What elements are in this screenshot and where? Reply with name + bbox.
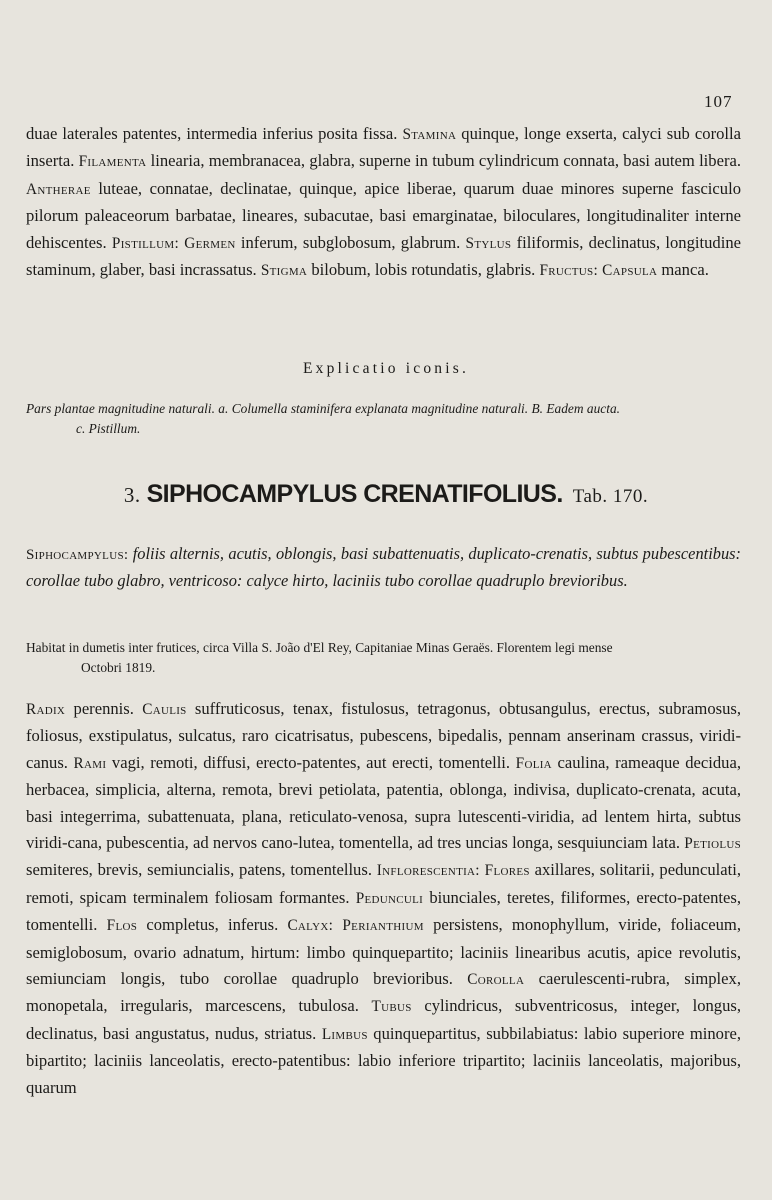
text-run: filiformis, declinatus, longitudine staminum, glaber, basi incrassatus.: [26, 232, 741, 280]
term-label: Germen: [184, 234, 236, 252]
text-run: caerulescenti-rubra, simplex, monopetala, irregularis, marcescens, tubulosa.: [26, 969, 741, 1016]
text-run: luteae, connatae, declinatae, quinque, apice liberae, quarum duae minores superne fasciculo pilorum paleaceorum barbatae, lineares, subacutae, basi emarginatae, biloculares, longitudinaliter interne dehiscentes.: [26, 178, 741, 252]
term-label: Tubus: [371, 998, 412, 1016]
text-run: perennis.: [65, 699, 143, 718]
term-label: Inflorescentia:: [376, 862, 480, 880]
term-label: Limbus: [321, 1025, 368, 1043]
species-number: 3.: [123, 483, 141, 507]
term-label: Stylus: [465, 234, 512, 252]
diagnosis-genus: Siphocampylus:: [26, 547, 129, 563]
term-label: Capsula: [602, 262, 658, 280]
text-run: bilobum, lobis rotundatis, glabris.: [307, 260, 540, 280]
species-heading: [0, 480, 772, 509]
species-diagnosis: [26, 541, 741, 594]
habitat-note: [26, 638, 741, 678]
term-label: Pedunculi: [355, 889, 424, 907]
explicatio-line-2: c. Pistillum.: [76, 421, 141, 436]
text-run: vagi, remoti, diffusi, erecto-patentes, aut erecti, tomentelli.: [106, 752, 516, 772]
text-run: axillares, solitarii, pedunculati, remoti, spicam terminalem foliosam formantes.: [26, 860, 741, 907]
text-run: suffruticosus, tenax, fistulosus, tetragonus, obtusangulus, erectus, subramosus, foliosus, exstipulatus, sulcatus, raro cicatrisatus, pubescens, bipedalis, pennam anserinam crassus, viridi-canus.: [26, 699, 741, 772]
habitat-line-1: Habitat in dumetis inter frutices, circa Villa S. João d'El Rey, Capitaniae Minas Geraës. Florentem legi mense: [26, 640, 613, 655]
explicatio-heading: Explicatio iconis.: [302, 360, 470, 377]
term-label: Stamina: [402, 126, 457, 143]
text-run: persistens, monophyllum, viride, foliaceum, semiglobosum, ovario adnatum, hirtum: limbo quinquepartito; laciniis linearibus acutis, apice revolutis, semiunciam longis, tubo corollae quadruplo brevioribus.: [26, 915, 741, 989]
term-label: Radix: [26, 701, 66, 718]
text-run: caulina, rameaque decidua, herbacea, simplicia, alterna, remota, brevi petiolata, patentia, oblonga, indivisa, duplicato-crenata, acuta, basi integerrima, subattenuata, plana, reticulato-venosa, supra lutescenti-viridia, ad lentem hirta, subtus viridi-cana, pubescentia, ad nervos cano-lutea, tomentella, ad tres uncias longa, sesquiunciam lata.: [26, 752, 741, 853]
term-label: Flos: [106, 917, 138, 935]
term-label: Rami: [73, 754, 107, 772]
text-run: biunciales, teretes, filiformes, erecto-patentes, tomentelli.: [26, 887, 742, 935]
text-run: cylindricus, subventricosus, integer, longus, declinatus, basi angustatus, nudus, striatus.: [26, 996, 741, 1043]
term-label: Calyx:: [287, 917, 334, 935]
text-run: completus, inferus.: [137, 915, 288, 935]
term-label: Folia: [515, 754, 552, 772]
text-run: [333, 915, 342, 934]
text-run: manca.: [657, 260, 709, 280]
term-label: Fructus:: [539, 262, 599, 280]
page-number: 107: [704, 92, 733, 111]
plate-reference: Tab. 170.: [572, 486, 649, 507]
term-label: Corolla: [467, 971, 525, 989]
text-run: semiteres, brevis, semiuncialis, patens, tomentellus.: [26, 860, 377, 880]
text-run: linearia, membranacea, glabra, superne in tubum cylindricum connata, basi autem libera.: [146, 151, 741, 171]
term-label: Stigma: [260, 262, 308, 280]
term-label: Perianthium: [342, 917, 424, 935]
term-label: Petiolus: [684, 835, 741, 853]
term-label: Filamenta: [78, 153, 147, 171]
explicatio-line-1: Pars plantae magnitudine naturali. a. Columella staminifera explanata magnitudine naturali. B. Eadem aucta.: [26, 401, 620, 416]
text-run: duae laterales patentes, intermedia inferius posita fissa.: [26, 124, 403, 143]
habitat-line-2: Octobri 1819.: [81, 660, 156, 675]
term-label: Flores: [484, 862, 530, 880]
explicatio-text: [26, 399, 741, 439]
diagnosis-text: foliis alternis, acutis, oblongis, basi subattenuatis, duplicato-crenatis, subtus pubescentibus: corollae tubo glabro, ventricoso: calyce hirto, laciniis tubo corollae quadruplo brevioribus.: [26, 544, 741, 591]
description-paragraph-continued: [26, 121, 741, 284]
text-run: inferum, subglobosum, glabrum.: [235, 232, 466, 252]
term-label: Antherae: [26, 180, 91, 198]
species-description-paragraph: [26, 696, 741, 1101]
term-label: Pistillum:: [111, 234, 179, 252]
term-label: Caulis: [142, 701, 187, 718]
species-title: SIPHOCAMPYLUS CRENATIFOLIUS.: [146, 480, 563, 508]
text-run: quinquepartitus, subbilabiatus: labio superiore minore, bipartito; laciniis lanceolatis, erecto-patentibus: labio inferiore tripartito; laciniis lanceolatis, majoribus, quarum: [26, 1023, 741, 1097]
text-run: quinque, longe exserta, calyci sub corolla inserta.: [26, 124, 741, 171]
